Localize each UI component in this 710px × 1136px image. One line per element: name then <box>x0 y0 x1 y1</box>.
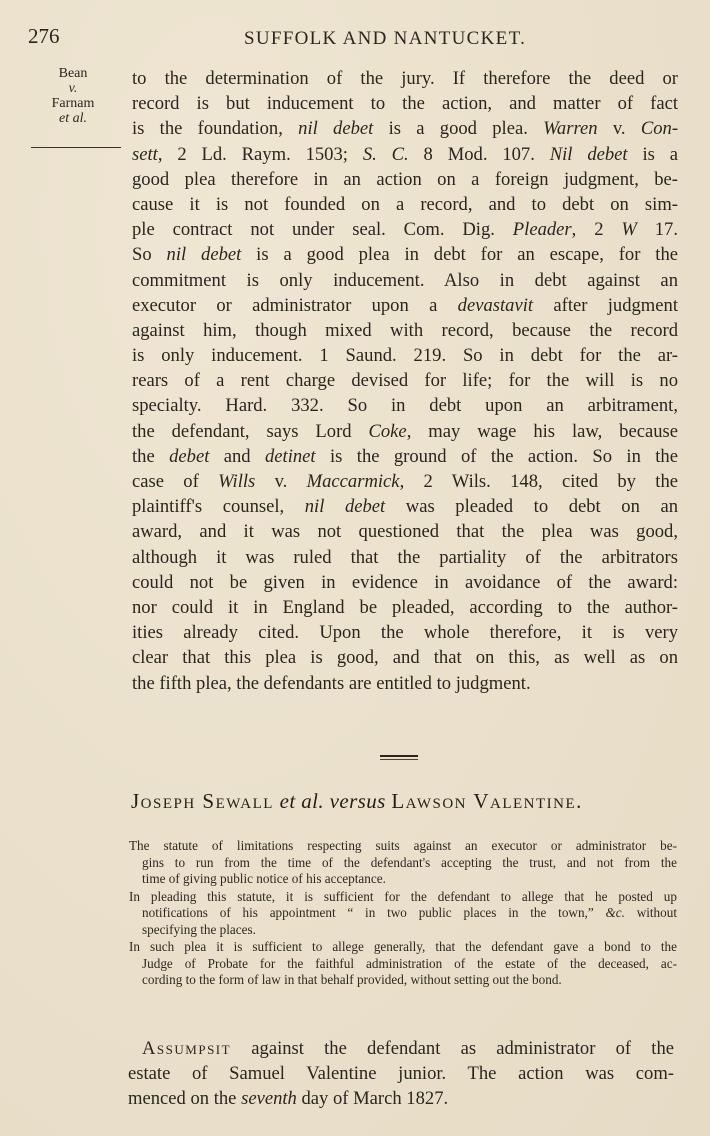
body-line: the fifth plea, the defendants are entitled to judgment. <box>132 672 531 694</box>
margin-rule-divider <box>31 147 121 148</box>
body-line: plaintiff's counsel, nil debet was pleaded to debt on an <box>132 496 679 518</box>
headnotes <box>129 838 677 990</box>
margin-party-1: Bean <box>58 66 88 81</box>
body-line: cause it is not founded on a record, and to debt on sim- <box>132 193 678 215</box>
opening-line: estate of Samuel Valentine junior. The action was com- <box>128 1063 674 1085</box>
body-line: is the foundation, nil debet is a good plea. Warren v. Con- <box>132 118 679 140</box>
lead-word: Assumpsit <box>142 1038 232 1059</box>
plaintiff-name: Joseph Sewall <box>131 789 274 813</box>
body-line: specialty. Hard. 332. So in debt upon an arbitrament, <box>132 395 678 417</box>
body-line: the debet and detinet is the ground of the action. So in the <box>132 445 678 467</box>
body-line: the defendant, says Lord Coke, may wage his law, because <box>132 420 678 442</box>
headnote-line: The statute of limitations respecting suits against an executor or administrator be- <box>129 838 677 853</box>
body-line: sett, 2 Ld. Raym. 1503; S. C. 8 Mod. 107. Nil debet is a <box>132 143 678 165</box>
body-line: against him, though mixed with record, because the record <box>132 319 678 341</box>
case-title <box>131 789 701 814</box>
page-header <box>28 24 682 54</box>
defendant-name: Lawson Valentine. <box>391 789 583 813</box>
page-number: 276 <box>28 24 60 48</box>
headnote <box>129 889 677 939</box>
body-line: rears of a rent charge devised for life; for the will is no <box>132 370 678 392</box>
running-head: SUFFOLK AND NANTUCKET. <box>244 28 527 49</box>
headnote-line: In such plea it is sufficient to allege generally, that the defendant gave a bond to the <box>129 939 677 954</box>
margin-party-2: Farnam <box>51 96 95 111</box>
body-line: commitment is only inducement. Also in debt against an <box>132 269 678 291</box>
headnote-line: gins to run from the time of the defendant's accepting the trust, and not from the <box>142 854 677 870</box>
opening-line: Assumpsit against the defendant as administrator of the <box>142 1038 674 1059</box>
body-line: although it was ruled that the partiality of the arbitrators <box>132 546 678 568</box>
body-line: is only inducement. 1 Saund. 219. So in debt for the ar- <box>132 345 678 367</box>
section-separator <box>380 755 418 760</box>
versus: versus <box>329 789 386 813</box>
headnote-line: notifications of his appointment “ in two public places in the town,” &c. without <box>142 905 677 920</box>
et-al: et al. <box>279 789 324 813</box>
margin-et-al: et al. <box>59 111 87 126</box>
body-line: good plea therefore in an action on a foreign judgment, be- <box>132 168 678 190</box>
body-line: So nil debet is a good plea in debt for an escape, for the <box>132 244 678 266</box>
body-line: ities already cited. Upon the whole therefore, it is very <box>132 622 678 644</box>
headnote-line: In pleading this statute, it is sufficient for the defendant to allege that he posted up <box>129 888 677 904</box>
body-line: ple contract not under seal. Com. Dig. Pleader, 2 W 17. <box>132 219 679 241</box>
body-line: case of Wills v. Maccarmick, 2 Wils. 148, cited by the <box>132 471 678 492</box>
body-line: clear that this plea is good, and that on this, as well as on <box>132 647 678 669</box>
opening-paragraph <box>128 1036 674 1112</box>
body-line: award, and it was not questioned that the plea was good, <box>132 521 678 543</box>
headnote-line: time of giving public notice of his acceptance. <box>142 871 386 886</box>
body-line: executor or administrator upon a devastavit after judgment <box>132 294 678 316</box>
margin-case-reference <box>28 66 118 126</box>
headnote <box>129 939 677 989</box>
headnote-line: specifying the places. <box>142 921 256 937</box>
margin-versus: v. <box>68 81 78 96</box>
opening-line: menced on the seventh day of March 1827. <box>128 1088 449 1110</box>
headnote-line: Judge of Probate for the faithful administration of the estate of the deceased, ac- <box>142 955 677 971</box>
body-line: to the determination of the jury. If therefore the deed or <box>132 68 678 89</box>
body-line: record is but inducement to the action, and matter of fact <box>132 93 678 115</box>
body-line: could not be given in evidence in avoidance of the award: <box>132 571 678 593</box>
headnote-line: cording to the form of law in that behalf provided, without setting out the bond. <box>142 972 562 987</box>
body-paragraph <box>132 66 678 696</box>
body-line: nor could it in England be pleaded, according to the author- <box>132 596 678 618</box>
headnote <box>129 838 677 888</box>
